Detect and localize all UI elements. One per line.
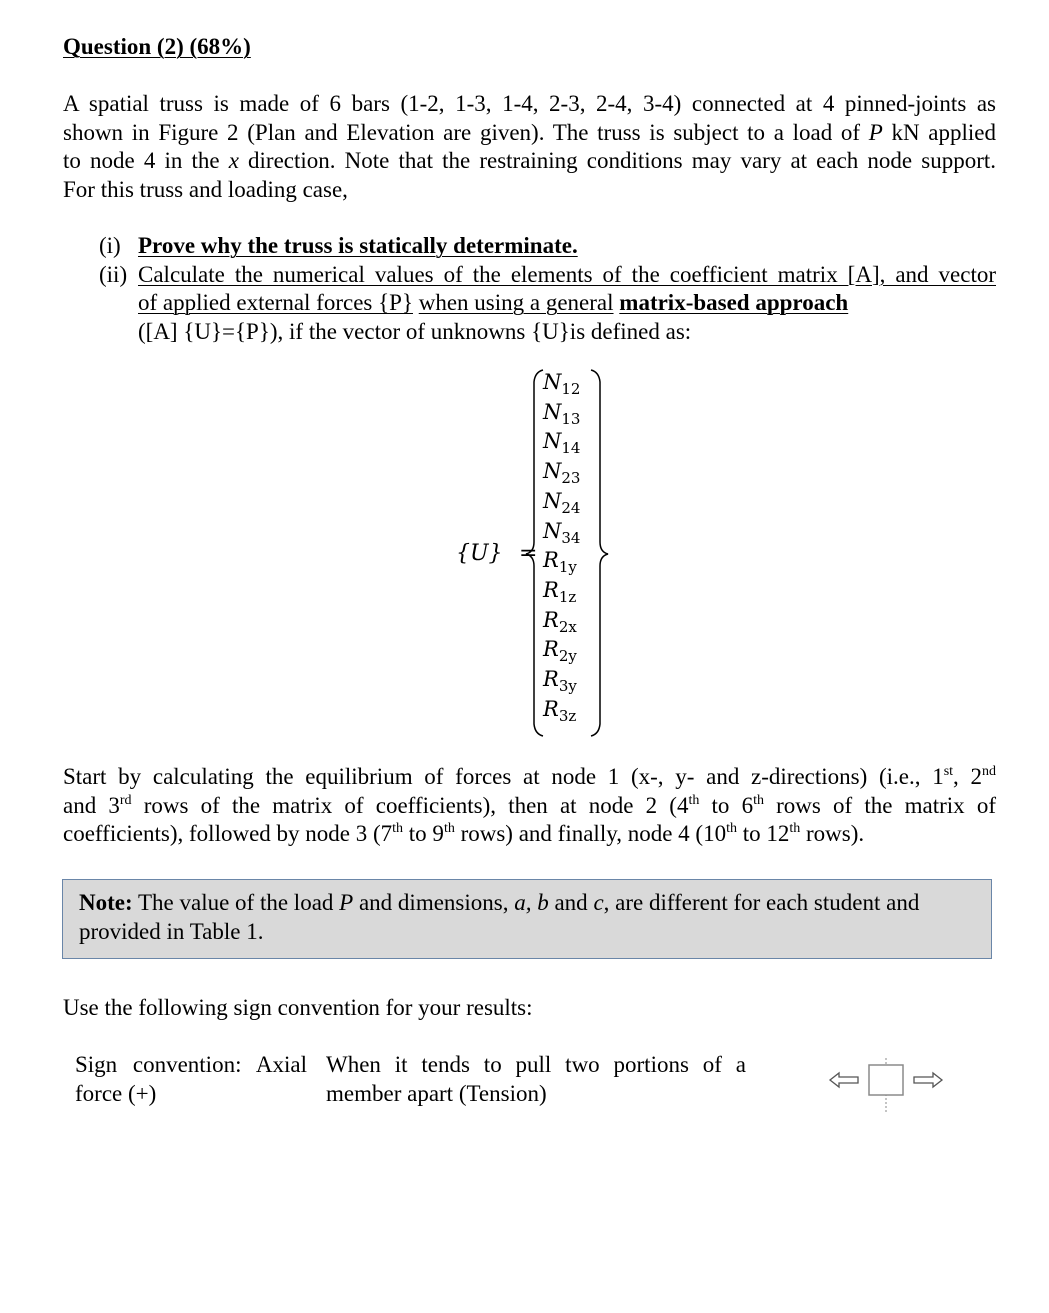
vector-entry-symbol: N [543,370,562,394]
convention-description [326,1051,746,1108]
vector-entry [543,667,577,698]
vector-entry-symbol: R [543,548,559,573]
convention-label-line-1: Sign convention: Axial [75,1052,307,1077]
instructions-paragraph [63,763,996,849]
question-heading: Question (2) (68%) [63,34,251,59]
problem-statement [63,90,996,204]
vector-entry-subscript: 34 [561,528,581,547]
note-line-2: provided in Table 1. [79,918,264,944]
vector-entry-subscript: 1y [558,558,577,577]
task-ii-line-2: of applied external forces {P} when using a general matrix-based approach [138,290,849,315]
vector-entry [543,459,580,490]
convention-label-line-2: force (+) [75,1080,157,1106]
start-line-3: coefficients), followed by node 3 (7th to 9th rows) and finally, node 4 (10th to 12th rows). [63,821,865,846]
task-i-number: (i) [99,233,121,258]
vector-label: {U} [456,541,503,566]
vector-entry [543,370,580,401]
sign-convention-intro: Use the following sign convention for your results: [63,995,533,1020]
vector-entry-subscript: 2y [558,647,577,666]
vector-entry [543,608,577,639]
vector-entry [543,548,577,579]
task-i-text: Prove why the truss is statically determinate. [138,233,578,258]
vector-entry-symbol: N [543,488,562,513]
convention-label [75,1051,307,1108]
vector-entry-symbol: R [543,637,559,662]
task-ii-number: (ii) [99,261,128,287]
vector-entry-subscript: 24 [561,498,581,517]
vector-braces [456,368,616,738]
vector-entry-subscript: 13 [561,409,581,428]
task-ii-line-1: Calculate the numerical values of the elements of the coefficient matrix [A], and vector [138,261,996,287]
tension-diagram [828,1058,944,1118]
note-line-1: Note: The value of the load P and dimensions, a, b and c, are different for each student and [79,890,920,915]
vector-entry [543,697,576,728]
convention-desc-line-2: member apart (Tension) [326,1080,547,1106]
vector-entry-subscript: 3z [558,706,577,725]
vector-entry-subscript: 2x [558,617,577,636]
member-segment [869,1065,903,1095]
note-box [62,879,992,959]
right-arrow-icon [914,1073,942,1087]
unknowns-vector [456,368,616,738]
intro-line-2: shown in Figure 2 (Plan and Elevation are given). The truss is subject to a load of P kN applied [63,119,997,145]
task-ii-line-3: ([A] {U}={P}), if the vector of unknowns {U}is defined as: [138,318,692,344]
vector-entry [543,489,580,520]
vector-entry [543,400,580,431]
vector-entry-subscript: 3y [558,677,577,695]
vector-entry-subscript: 12 [561,380,581,398]
intro-line-3: to node 4 in the x direction. Note that the restraining conditions may vary at each node support. [63,148,996,173]
task-i [99,232,996,261]
vector-entry-subscript: 1z [558,587,577,606]
vector-entry [543,429,580,460]
intro-line-1: A spatial truss is made of 6 bars (1-2, 1-3, 1-4, 2-3, 2-4, 3-4) connected at 4 pinned-joints as [63,91,996,116]
vector-entry-symbol: N [543,429,562,454]
vector-entry-symbol: N [543,459,562,484]
vector-entry-subscript: 14 [561,439,581,458]
vector-entry-symbol: N [543,399,562,424]
intro-line-4: For this truss and loading case, [63,176,348,202]
vector-entry [543,578,576,609]
task-ii [99,261,996,347]
vector-entry-subscript: 23 [561,469,581,488]
convention-desc-line-1: When it tends to pull two portions of a [326,1052,746,1077]
left-arrow-icon [830,1073,858,1087]
vector-entry [543,637,577,668]
start-line-2: and 3rd rows of the matrix of coefficients), then at node 2 (4th to 6th rows of the matrix of [63,792,996,818]
start-line-1: Start by calculating the equilibrium of forces at node 1 (x-, y- and z-directions) (i.e., 1st, 2nd [63,764,997,789]
equals-sign: = [519,541,538,566]
vector-entry-symbol: R [543,607,559,632]
vector-entry-symbol: R [543,696,559,721]
vector-entry-symbol: N [543,518,562,543]
task-list [99,232,996,346]
vector-entry [543,519,580,550]
vector-entry-symbol: R [543,577,559,602]
vector-entry-symbol: R [543,667,559,691]
